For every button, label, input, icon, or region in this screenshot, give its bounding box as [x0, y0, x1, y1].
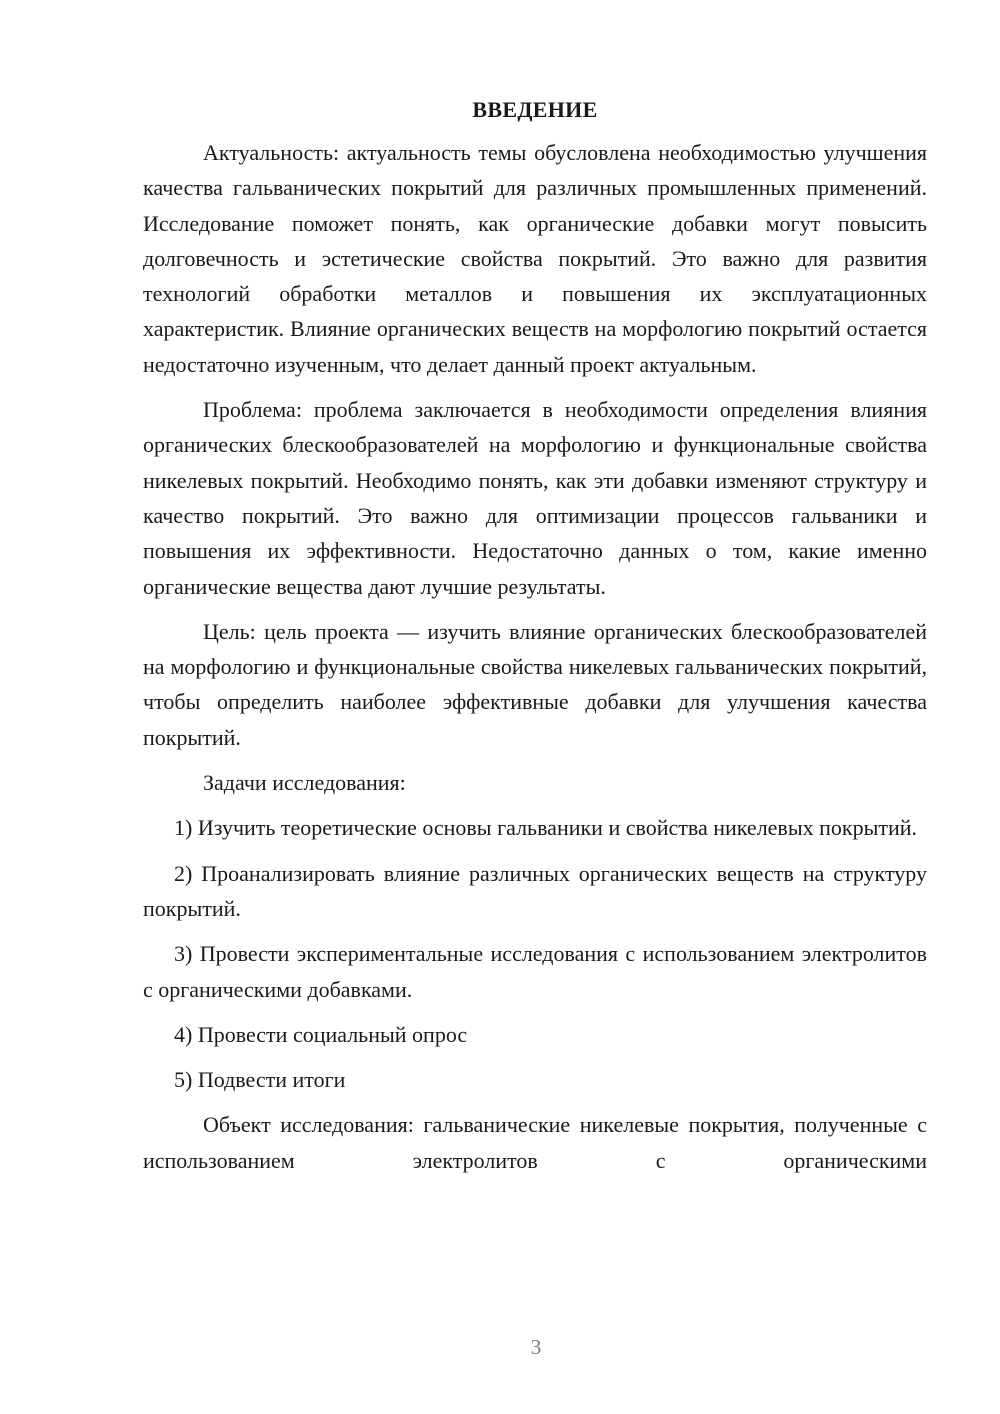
page-body	[143, 94, 927, 1188]
relevance-paragraph: Актуальность: актуальность темы обусловлена необходимостью улучшения качества гальванических покрытий для различных промышленных применений. Исследование поможет понять, как органические добавки могут повысить долговечность и эстетические свойства покрытий. Это важно для развития технологий обработки металлов и повышения их эксплуатационных характеристик. Влияние органических веществ на морфологию покрытий остается недостаточно изученным, что делает данный проект актуальным.	[143, 140, 927, 377]
task-item-1: 1) Изучить теоретические основы гальваники и свойства никелевых покрытий.	[174, 815, 918, 841]
task-item-5: 5) Подвести итоги	[174, 1067, 346, 1093]
section-heading: ВВЕДЕНИЕ	[472, 97, 598, 122]
task-item-4: 4) Провести социальный опрос	[174, 1021, 468, 1047]
task-item-2: 2) Проанализировать влияние различных органических веществ на структуру покрытий.	[143, 860, 927, 921]
object-paragraph: Объект исследования: гальванические никелевые покрытия, полученные с использованием электролитов с органическими	[143, 1112, 927, 1173]
page-number: 3	[530, 1335, 542, 1359]
problem-paragraph: Проблема: проблема заключается в необходимости определения влияния органических блескообразователей на морфологию и функциональные свойства никелевых покрытий. Необходимо понять, как эти добавки изменяют структуру и качество покрытий. Это важно для оптимизации процессов гальваники и повышения их эффективности. Недостаточно данных о том, какие именно органические вещества дают лучшие результаты.	[143, 397, 927, 599]
goal-paragraph: Цель: цель проекта — изучить влияние органических блескообразователей на морфологию и функциональные свойства никелевых гальванических покрытий, чтобы определить наиболее эффективные добавки для улучшения качества покрытий.	[143, 618, 927, 750]
tasks-intro: Задачи исследования:	[203, 770, 406, 796]
task-item-3: 3) Провести экспериментальные исследования с использованием электролитов с органическими добавками.	[143, 941, 927, 1002]
